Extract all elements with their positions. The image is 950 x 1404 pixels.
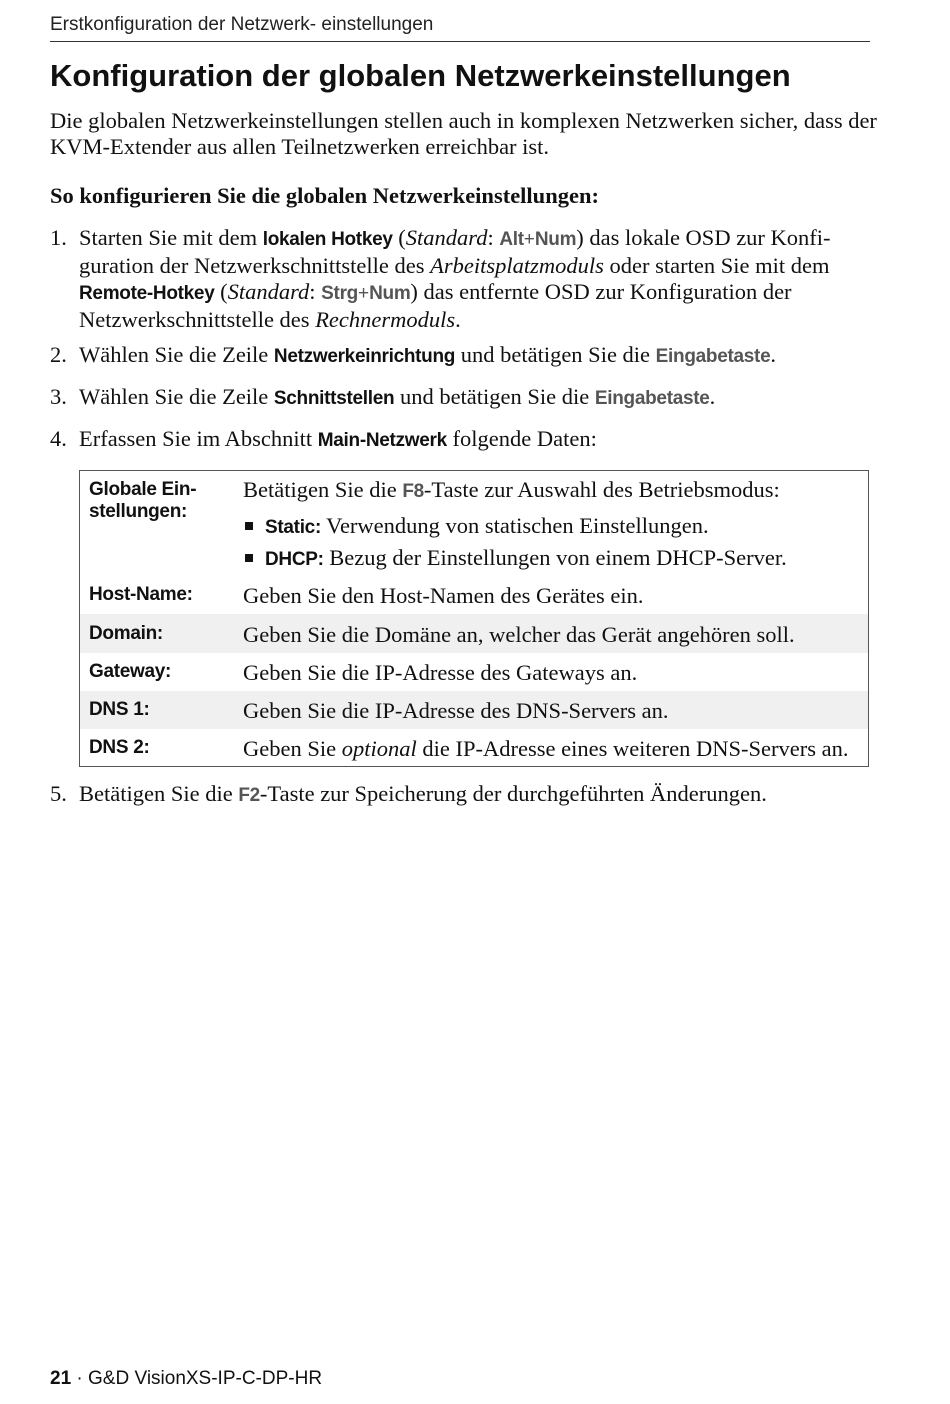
product-name: G&D VisionXS-IP-C-DP-HR xyxy=(88,1368,323,1389)
step-text-segment: Wählen Sie die Zeile xyxy=(79,384,274,409)
step-text-segment: Erfassen Sie im Abschnitt xyxy=(79,426,318,451)
table-row-gateway xyxy=(80,653,868,691)
option-dhcp: DHCP: xyxy=(265,549,324,570)
settings-table xyxy=(79,470,869,767)
step-text-italic: Arbeitsplatzmoduls xyxy=(430,253,604,278)
step-text xyxy=(79,781,879,809)
table-row-description: Geben Sie die IP-Adresse des DNS-Servers an. xyxy=(243,698,669,723)
intro-paragraph: Die globalen Netzwerkeinstellungen stellen auch in komplexen Netzwerken sicher, dass der KVM-Extender aus allen Teilnetzwerken erreichbar ist. xyxy=(50,108,877,159)
ui-term-schnittstellen: Schnittstellen xyxy=(273,388,395,409)
step-text-segment: folgende Daten: xyxy=(446,426,597,451)
step-text-segment: Betätigen Sie die xyxy=(79,781,239,806)
bullet-static xyxy=(243,513,863,541)
step-text-segment: Wählen Sie die Zeile xyxy=(79,342,274,367)
step-text-segment: -Taste zur Speicherung der durchgeführten Änderungen. xyxy=(259,781,767,806)
desc-italic: optional xyxy=(341,736,417,761)
step-text-italic: Standard xyxy=(405,225,488,250)
desc-segment: Betätigen Sie die xyxy=(243,477,403,502)
key-eingabetaste: Eingabetaste xyxy=(655,346,771,367)
step-text xyxy=(79,342,879,370)
page-number: 21 xyxy=(50,1368,72,1389)
table-row-label: Gateway: xyxy=(89,661,172,682)
option-static: Static: xyxy=(265,517,321,538)
bullet-dhcp xyxy=(243,545,863,573)
desc-segment: -Taste zur Auswahl des Betriebsmodus: xyxy=(423,477,780,502)
key-eingabetaste: Eingabetaste xyxy=(594,388,710,409)
table-row-description: Geben Sie die Domäne an, welcher das Gerät angehören soll. xyxy=(243,622,795,647)
page-footer xyxy=(50,1368,322,1390)
table-row-domain xyxy=(80,614,868,653)
step-text-segment: ( xyxy=(214,279,228,304)
table-row-description: Geben Sie den Host-Namen des Gerätes ein. xyxy=(243,583,644,608)
bullet-square-icon xyxy=(245,522,253,530)
table-row-label: Host-Name: xyxy=(89,584,193,605)
step-text-segment: ) das entfernte OSD zur Konfiguration der xyxy=(410,279,792,304)
step-text-segment: ) das lokale OSD zur Konfi- xyxy=(576,225,831,250)
key-num: Num xyxy=(534,229,577,250)
key-strg: Strg xyxy=(321,283,358,304)
label-line: Globale Ein- xyxy=(89,479,197,500)
ui-term-netzwerkeinrichtung: Netzwerkeinrichtung xyxy=(273,346,456,367)
step-number: 5. xyxy=(50,781,67,806)
step-text-italic: Standard xyxy=(227,279,310,304)
step-number: 2. xyxy=(50,342,67,367)
key-f2: F2 xyxy=(238,785,260,806)
table-row-label: DNS 2: xyxy=(89,737,150,758)
step-text-italic: Rechnermoduls xyxy=(315,307,456,332)
table-row-label: Domain: xyxy=(89,623,163,644)
ui-term-local-hotkey: lokalen Hotkey xyxy=(262,229,393,250)
step-text xyxy=(79,384,879,412)
step-text-segment: : xyxy=(487,225,500,250)
step-text-segment: Netzwerkschnittstelle des xyxy=(79,307,316,332)
step-text-segment: . xyxy=(770,342,776,367)
label-line: stellungen: xyxy=(89,501,188,522)
step-text-segment: und betätigen Sie die xyxy=(455,342,656,367)
footer-separator: · xyxy=(71,1368,89,1389)
desc-segment: Geben Sie xyxy=(243,736,342,761)
step-text-segment: : xyxy=(309,279,322,304)
table-row-label: DNS 1: xyxy=(89,699,150,720)
table-row-label xyxy=(89,479,196,523)
table-row-dns2 xyxy=(80,729,868,766)
step-text-segment: guration der Netzwerkschnittstelle des xyxy=(79,253,431,278)
key-num: Num xyxy=(369,283,411,304)
table-row-description xyxy=(243,477,863,573)
step-text-segment: Starten Sie mit dem xyxy=(79,225,263,250)
table-row-dns1 xyxy=(80,691,868,729)
bullet-text: Verwendung von statischen Einstellungen. xyxy=(320,513,709,538)
running-header: Erstkonfiguration der Netzwerk- einstellungen xyxy=(50,14,870,42)
table-row-global-settings xyxy=(80,471,868,575)
step-text-segment: oder starten Sie mit dem xyxy=(603,253,830,278)
table-row-host-name xyxy=(80,575,868,614)
step-number: 4. xyxy=(50,426,67,451)
step-text-segment: und betätigen Sie die xyxy=(394,384,595,409)
step-text xyxy=(79,426,879,454)
table-row-description: Geben Sie die IP-Adresse des Gateways an. xyxy=(243,660,638,685)
ui-term-remote-hotkey: Remote-Hotkey xyxy=(79,283,215,304)
key-plus: + xyxy=(357,283,370,304)
step-number: 3. xyxy=(50,384,67,409)
table-row-description xyxy=(243,736,863,762)
description-line xyxy=(243,477,863,505)
step-number: 1. xyxy=(50,225,67,250)
procedure-heading: So konfigurieren Sie die globalen Netzwerkeinstellungen: xyxy=(50,183,599,208)
step-text-segment: . xyxy=(709,384,716,409)
bullet-square-icon xyxy=(245,554,253,562)
step-text-segment: ( xyxy=(392,225,406,250)
bullet-text: Bezug der Einstellungen von einem DHCP-Server. xyxy=(323,545,787,570)
key-f8: F8 xyxy=(402,481,424,502)
step-text-segment: . xyxy=(455,307,461,332)
ui-term-main-netzwerk: Main-Netzwerk xyxy=(317,430,447,451)
desc-segment: die IP-Adresse eines weiteren DNS-Servers an. xyxy=(416,736,849,761)
step-text xyxy=(79,225,879,333)
key-plus: + xyxy=(523,229,535,250)
page-title: Konfiguration der globalen Netzwerkeinstellungen xyxy=(50,58,791,93)
key-alt: Alt xyxy=(499,229,524,250)
